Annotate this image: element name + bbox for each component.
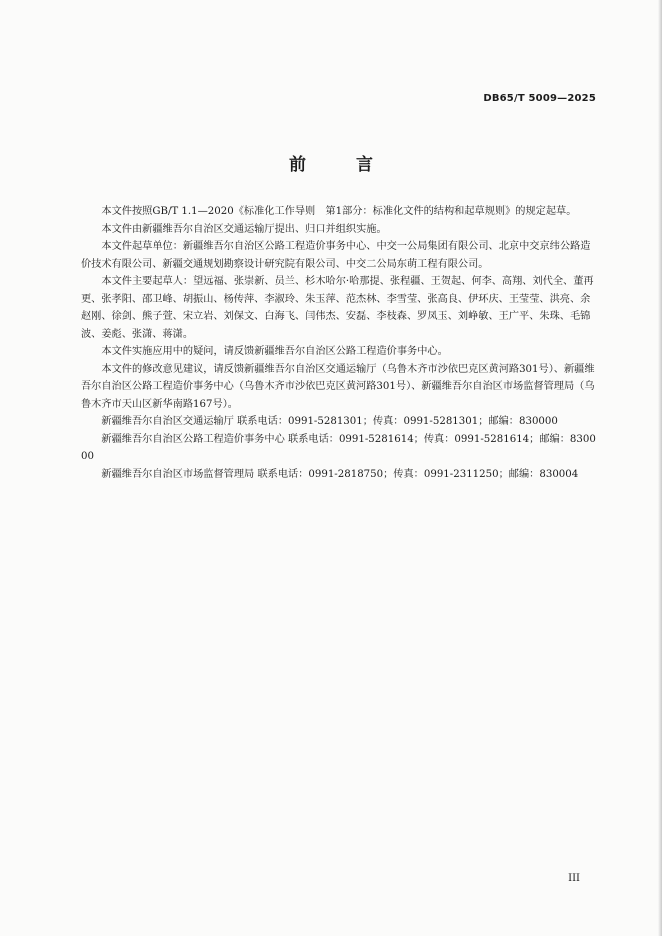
paragraph-contact-market-supervision: 新疆维吾尔自治区市场监督管理局 联系电话：0991-2818750；传真：0991-2311250；邮编：830004: [101, 468, 579, 480]
paragraph-feedback: 本文件的修改意见建议，请反馈新疆维吾尔自治区交通运输厅（乌鲁木齐市沙依巴克区黄河路301号）、新疆维吾尔自治区公路工程造价事务中心（乌鲁木齐市沙依巴克区黄河路301号）、新疆维吾尔自治区市场监督管理局（乌鲁木齐市天山区新华南路167号）。: [81, 363, 595, 410]
page-edge-shadow: [658, 0, 662, 936]
page-number: III: [568, 873, 580, 884]
paragraph-drafting-basis: 本文件按照GB/T 1.1—2020《标准化工作导则 第1部分：标准化文件的结构和起草规则》的规定起草。: [101, 206, 577, 217]
paragraph-contact-cost-center: 新疆维吾尔自治区公路工程造价事务中心 联系电话：0991-5281614；传真：0991-5281614；邮编：830000: [81, 433, 596, 462]
paragraph-drafters: 本文件主要起草人：望远福、张崇新、员兰、杉木哈尔·哈那提、张程疆、王贺起、何李、高翔、刘代全、董再更、张孝阳、邵卫峰、胡振山、杨传萍、李淑玲、朱玉萍、范杰林、李雪莹、张高良、伊环庆、王莹莹、洪亮、余赵刚、徐剑、熊子萱、宋立岩、刘保文、白海飞、闫伟杰、安磊、李枝森、罗凤玉、刘峥敏、王广平、朱珠、毛锦波、姜彪、张潇、蒋潇。: [81, 276, 594, 340]
standard-code: DB65/T 5009—2025: [483, 93, 596, 104]
paragraph-drafting-units: 本文件起草单位：新疆维吾尔自治区公路工程造价事务中心、中交一公局集团有限公司、北京中交京纬公路造价技术有限公司、新疆交通规划勘察设计研究院有限公司、中交二公局东萌工程有限公司。: [81, 241, 591, 270]
paragraph-questions: 本文件实施应用中的疑问，请反馈新疆维吾尔自治区公路工程造价事务中心。: [101, 346, 448, 357]
paragraph-proposer: 本文件由新疆维吾尔自治区交通运输厅提出、归口并组织实施。: [101, 223, 387, 235]
page-title: 前 言: [289, 155, 395, 175]
paragraph-contact-transport: 新疆维吾尔自治区交通运输厅 联系电话：0991-5281301；传真：0991-5281301；邮编：830000: [101, 416, 558, 427]
foreword-body: [81, 203, 597, 483]
